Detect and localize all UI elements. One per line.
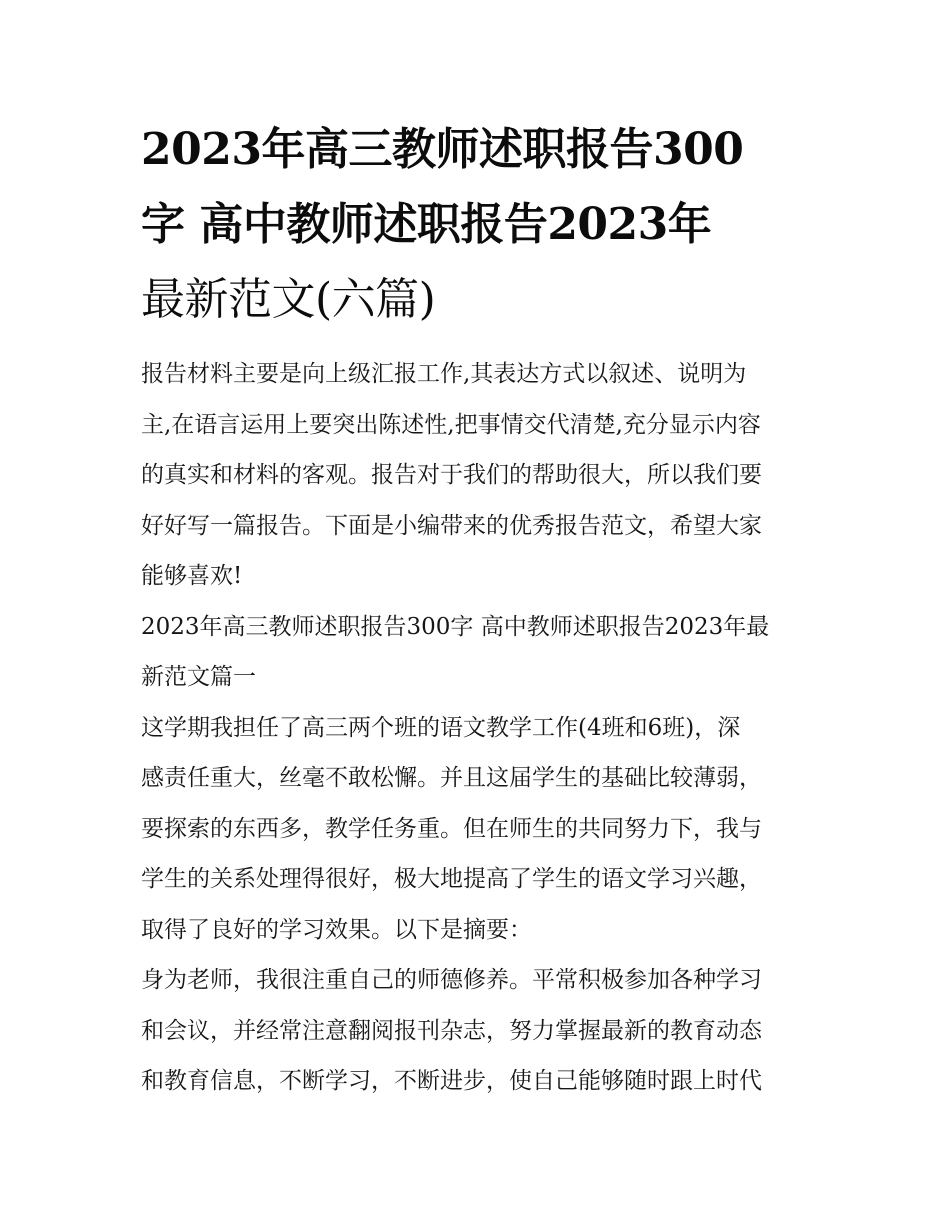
section-heading-line: 新范文篇一 <box>141 664 256 690</box>
title-line-1: 2023年高三教师述职报告300 <box>141 124 744 175</box>
paragraph-line: 好好写一篇报告。下面是小编带来的优秀报告范文，希望大家 <box>141 512 762 539</box>
title-line-2: 字 高中教师述职报告2023年 <box>141 199 712 250</box>
section-heading <box>141 602 813 703</box>
intro-paragraph <box>141 349 813 602</box>
section-heading-line: 2023年高三教师述职报告300字 高中教师述职报告2023年最 <box>141 613 770 640</box>
paragraph-line: 和教育信息，不断学习，不断进步，使自己能够随时跟上时代 <box>141 1068 762 1094</box>
body-paragraph <box>141 703 813 956</box>
paragraph-line: 学生的关系处理得很好，极大地提高了学生的语文学习兴趣， <box>141 866 762 892</box>
paragraph-line: 感责任重大，丝毫不敢松懈。并且这届学生的基础比较薄弱， <box>141 765 762 791</box>
document-body <box>141 112 813 1107</box>
paragraph-line: 要探索的东西多，教学任务重。但在师生的共同努力下，我与 <box>141 815 762 842</box>
paragraph-line: 的真实和材料的客观。报告对于我们的帮助很大，所以我们要 <box>141 462 762 488</box>
title-line-3: 最新范文(六篇) <box>141 274 436 325</box>
paragraph-line: 和会议，并经常注意翻阅报刊杂志，努力掌握最新的教育动态 <box>141 1017 762 1044</box>
paragraph-line: 取得了良好的学习效果。以下是摘要： <box>141 916 532 943</box>
paragraph-line: 主,在语言运用上要突出陈述性,把事情交代清楚,充分显示内容 <box>141 411 761 438</box>
body-paragraph <box>141 955 813 1107</box>
paragraph-line: 这学期我担任了高三两个班的语文教学工作(4班和6班)，深 <box>141 714 741 741</box>
paragraph-line: 能够喜欢! <box>141 563 243 589</box>
paragraph-line: 身为老师，我很注重自己的师德修养。平常积极参加各种学习 <box>141 967 762 993</box>
paragraph-line: 报告材料主要是向上级汇报工作,其表达方式以叙述、说明为 <box>141 361 747 387</box>
document-title <box>141 112 813 337</box>
